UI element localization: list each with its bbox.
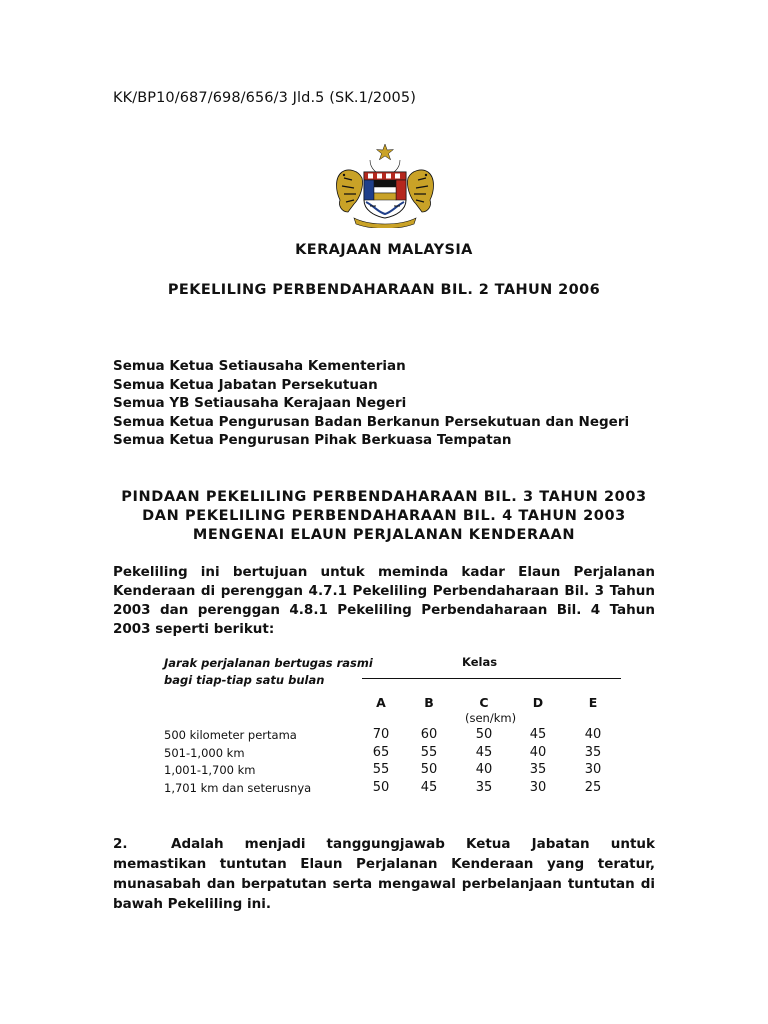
- class-column-header: D: [532, 695, 544, 710]
- table-cell: 35: [529, 762, 547, 777]
- recipient-list: [113, 357, 629, 450]
- recipient-line: Semua Ketua Setiausaha Kementerian: [113, 358, 406, 374]
- table-cell: 40: [475, 762, 493, 777]
- class-column-header: E: [588, 695, 598, 710]
- distance-column-header: [164, 655, 373, 689]
- distance-header-line: Jarak perjalanan bertugas rasmi: [164, 656, 373, 670]
- table-cell: 45: [529, 727, 547, 742]
- class-header: Kelas: [462, 655, 498, 669]
- table-cell: 50: [475, 727, 493, 742]
- table-cell: 55: [420, 745, 438, 760]
- table-row-label: 501-1,000 km: [164, 746, 245, 760]
- reference-number: KK/BP10/687/698/656/3 Jld.5 (SK.1/2005): [113, 90, 416, 106]
- recipient-line: Semua Ketua Jabatan Persekutuan: [113, 376, 378, 393]
- subject-line: MENGENAI ELAUN PERJALANAN KENDERAAN: [192, 527, 576, 543]
- table-cell: 25: [584, 780, 602, 795]
- circular-title: PEKELILING PERBENDAHARAAN BIL. 2 TAHUN 2006: [167, 282, 601, 298]
- subject-line: DAN PEKELILING PERBENDAHARAAN BIL. 4 TAHUN 2003: [142, 508, 626, 524]
- malaysia-coat-of-arms-icon: [330, 142, 440, 228]
- intro-paragraph: Pekeliling ini bertujuan untuk meminda kadar Elaun Perjalanan Kenderaan di perenggan 4.7.1 Pekeliling Perbendaharaan Bil. 3 Tahun 2003 dan perenggan 4.8.1 Pekeliling Perbendaharaan Bil. 4 Tahun 2003 seperti berikut:: [113, 564, 655, 637]
- table-cell: 55: [372, 762, 390, 777]
- table-cell: 40: [529, 745, 547, 760]
- rate-unit: (sen/km): [465, 711, 517, 725]
- class-column-header: C: [479, 695, 489, 710]
- recipient-line: Semua Ketua Pengurusan Badan Berkanun Persekutuan dan Negeri: [113, 413, 630, 430]
- table-cell: 60: [420, 727, 438, 742]
- subject-line: PINDAAN PEKELILING PERBENDAHARAAN BIL. 3 TAHUN 2003: [121, 489, 647, 505]
- class-column-header: A: [376, 695, 386, 710]
- government-heading: KERAJAAN MALAYSIA: [295, 242, 473, 258]
- table-cell: 35: [584, 745, 602, 760]
- paragraph-number: 2.: [113, 836, 128, 852]
- table-cell: 30: [584, 762, 602, 777]
- table-cell: 65: [372, 745, 390, 760]
- recipient-line: Semua Ketua Pengurusan Pihak Berkuasa Tempatan: [113, 432, 512, 448]
- table-cell: 45: [420, 780, 438, 795]
- table-row-label: 500 kilometer pertama: [164, 728, 297, 742]
- table-cell: 70: [372, 727, 390, 742]
- table-cell: 40: [584, 727, 602, 742]
- paragraph-2: [113, 834, 655, 914]
- recipient-line: Semua YB Setiausaha Kerajaan Negeri: [113, 395, 407, 411]
- paragraph-2-text: Adalah menjadi tanggungjawab Ketua Jabatan untuk memastikan tuntutan Elaun Perjalanan Kenderaan yang teratur, munasabah dan berpatutan serta mengawal perbelanjaan tuntutan di bawah Pekeliling ini.: [113, 836, 655, 912]
- table-cell: 50: [372, 780, 390, 795]
- table-cell: 45: [475, 745, 493, 760]
- table-cell: 35: [475, 780, 493, 795]
- table-row-label: 1,001-1,700 km: [164, 763, 256, 777]
- class-column-header: B: [424, 695, 434, 710]
- table-cell: 50: [420, 762, 438, 777]
- table-row-label: 1,701 km dan seterusnya: [164, 781, 312, 795]
- header-divider: [362, 678, 621, 679]
- table-cell: 30: [529, 780, 547, 795]
- subject-heading: [0, 488, 768, 545]
- distance-header-line: bagi tiap-tiap satu bulan: [164, 673, 325, 687]
